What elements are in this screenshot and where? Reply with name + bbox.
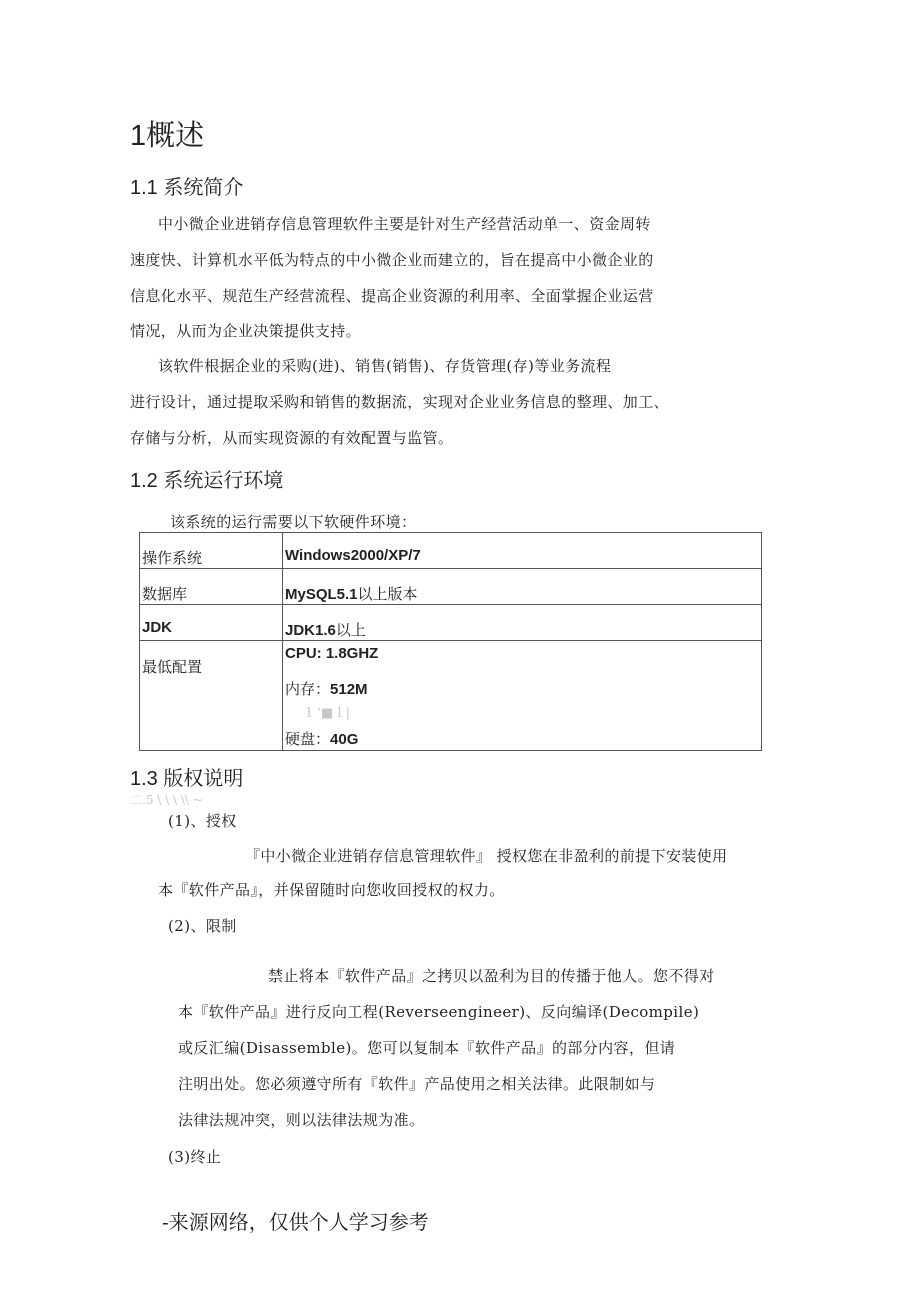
env-row-db (140, 569, 762, 605)
env-row-min-config (140, 641, 762, 751)
env-value-db (283, 569, 762, 605)
min-config-cpu: CPU: 1.8GHZ (285, 645, 379, 662)
memory-label: 内存： (285, 680, 331, 698)
intro-p1-line3: 信息化水平、规范生产经营流程、提高企业资源的利用率、全面掌握企业运营 (130, 287, 654, 305)
footer-note: -来源网络，仅供个人学习参考 (162, 1210, 429, 1234)
authorization-line2: 本『软件产品』，并保留随时向您收回授权的权力。 (158, 881, 505, 899)
section-title-intro: 1.1 系统简介 (130, 177, 244, 199)
disk-label: 硬盘： (285, 730, 331, 748)
jdk-version-suffix: 以上 (335, 621, 366, 639)
memory-value: 512M (330, 681, 368, 698)
env-row-os (140, 533, 762, 569)
restriction-line3: 或反汇编(Disassemble)。您可以复制本『软件产品』的部分内容，但请 (178, 1039, 676, 1057)
intro-p2-line3: 存储与分析，从而实现资源的有效配置与监管。 (130, 429, 454, 447)
scan-noise-2: 二.5 \ \ \ \\ ~ (130, 793, 203, 807)
env-key-db: 数据库 (140, 569, 283, 605)
env-key-min-config: 最低配置 (140, 641, 283, 751)
intro-p2-line2: 进行设计，通过提取采购和销售的数据流，实现对企业业务信息的整理、加工、 (130, 393, 670, 411)
section-title-copyright: 1.3 版权说明 (130, 768, 244, 790)
termination-title: (3)终止 (168, 1148, 222, 1166)
env-key-jdk: JDK (140, 605, 283, 641)
page-heading: 1概述 (130, 120, 205, 152)
env-value-jdk (283, 605, 762, 641)
restriction-title: (2)、限制 (168, 917, 237, 935)
env-value-os: Windows2000/XP/7 (283, 533, 762, 569)
db-version: MySQL5.1 (285, 586, 358, 603)
min-config-disk (285, 728, 761, 750)
env-key-os: 操作系统 (140, 533, 283, 569)
restriction-line4: 注明出处。您必须遵守所有『软件』产品使用之相关法律。此限制如与 (178, 1075, 656, 1093)
scan-noise: 1 '■ l | (305, 706, 351, 721)
disk-value: 40G (330, 731, 359, 748)
env-table (139, 532, 762, 751)
restriction-line1: 禁止将本『软件产品』之拷贝以盈利为目的传播于他人。您不得对 (268, 967, 715, 985)
intro-p1-line1: 中小微企业进销存信息管理软件主要是针对生产经营活动单一、资金周转 (158, 215, 651, 233)
intro-p2-line1: 该软件根据企业的采购(进)、销售(销售)、存货管理(存)等业务流程 (158, 357, 612, 375)
authorization-title: (1)、授权 (168, 812, 237, 830)
env-value-min-config (283, 641, 762, 751)
env-lead: 该系统的运行需要以下软硬件环境： (170, 513, 417, 531)
section-title-env: 1.2 系统运行环境 (130, 470, 284, 492)
db-version-suffix: 以上版本 (357, 585, 418, 603)
restriction-line5: 法律法规冲突，则以法律法规为准。 (178, 1111, 425, 1129)
authorization-line1: 『中小微企业进销存信息管理软件』 授权您在非盈利的前提下安装使用 (245, 847, 728, 865)
jdk-version: JDK1.6 (285, 622, 336, 639)
intro-p1-line2: 速度快、计算机水平低为特点的中小微企业而建立的，旨在提高中小微企业的 (130, 251, 654, 269)
env-row-jdk (140, 605, 762, 641)
intro-p1-line4: 情况，从而为企业决策提供支持。 (130, 322, 362, 340)
restriction-line2: 本『软件产品』进行反向工程(Reverseengineer)、反向编译(Decompile) (178, 1003, 700, 1021)
min-config-memory (285, 678, 761, 700)
